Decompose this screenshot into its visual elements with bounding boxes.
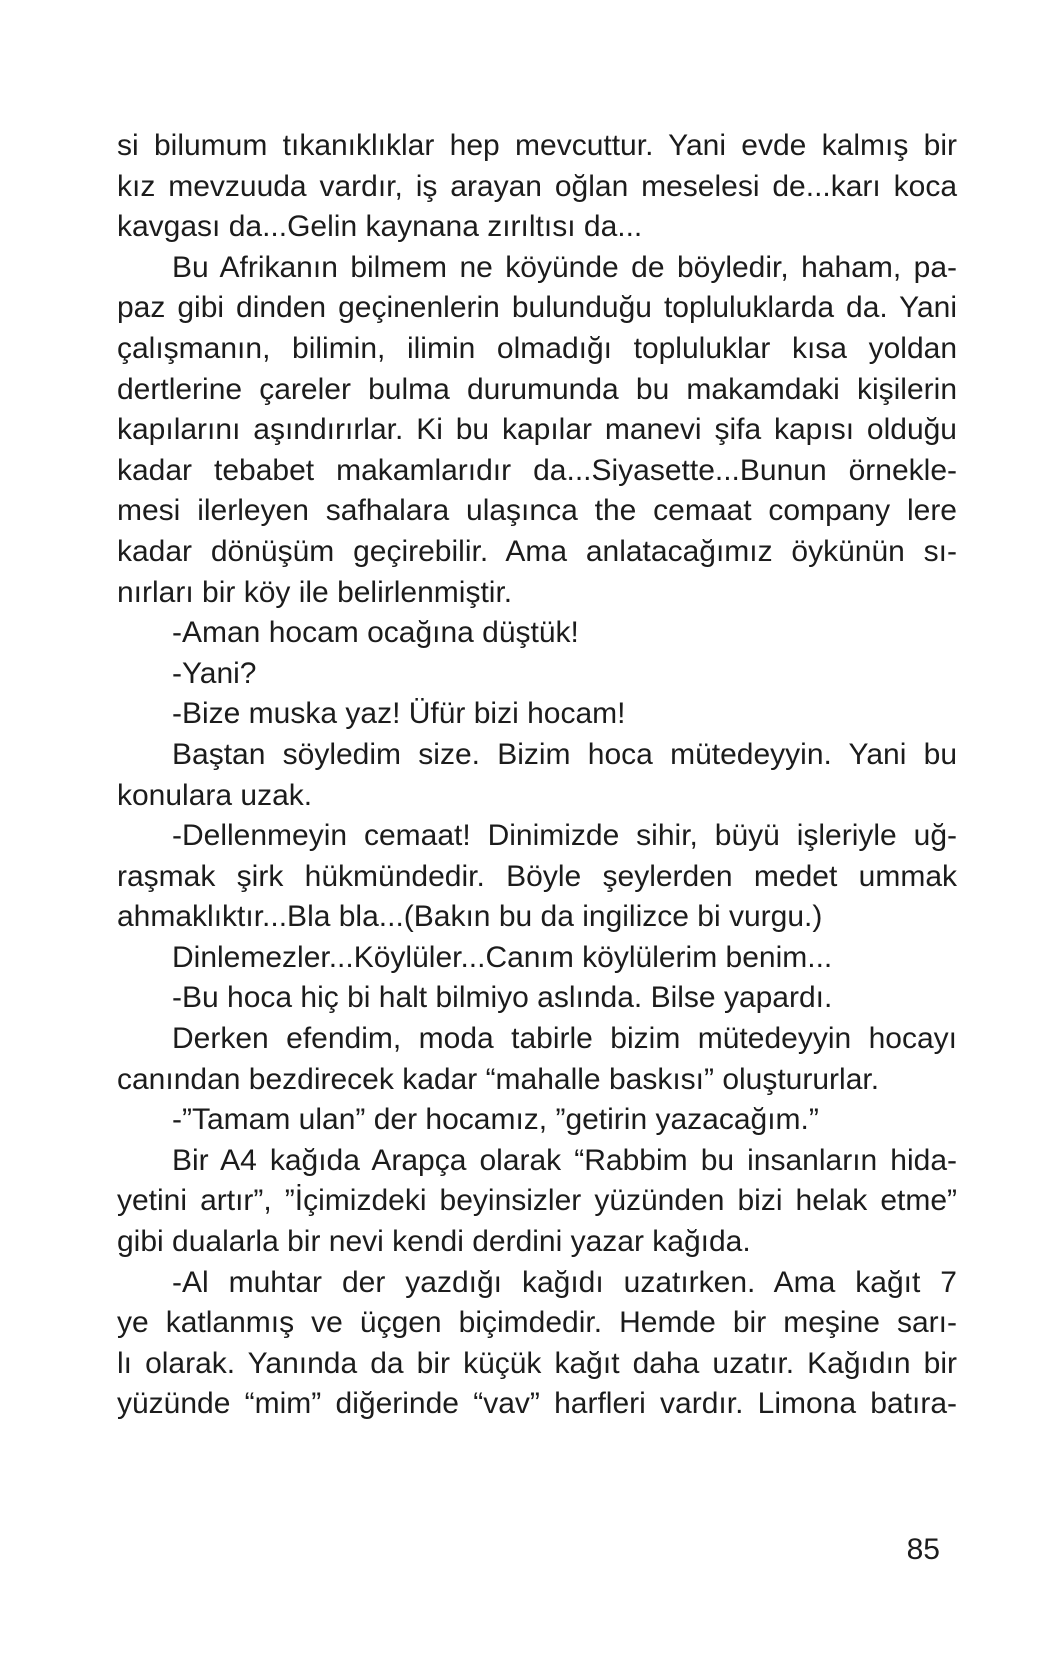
text-line: paz gibi dinden geçinenlerin bulunduğu topluluklarda da. Yani — [117, 291, 957, 325]
text-line: konulara uzak. — [117, 778, 313, 812]
text-line: yüzünde “mim” diğerinde “vav” harfleri vardır. Limona batıra- — [117, 1387, 957, 1421]
text-line: kadar dönüşüm geçirebilir. Ama anlatacağımız öykünün sı- — [117, 534, 957, 568]
text-line: çalışmanın, bilimin, ilimin olmadığı topluluklar kısa yoldan — [117, 331, 957, 365]
paragraph-start-line: Bu Afrikanın bilmem ne köyünde de böyledir, haham, pa- — [172, 250, 957, 284]
text-line: ye katlanmış ve üçgen biçimdedir. Hemde bir meşine sarı- — [117, 1306, 957, 1340]
text-line: lı olarak. Yanında da bir küçük kağıt daha uzatır. Kağıdın bir — [117, 1346, 957, 1380]
text-line: ahmaklıktır...Bla bla...(Bakın bu da ingilizce bi vurgu.) — [117, 900, 823, 934]
page-number: 85 — [906, 1533, 940, 1566]
dialogue-line: -Bu hoca hiç bi halt bilmiyo aslında. Bilse yapardı. — [172, 981, 833, 1015]
text-line: raşmak şirk hükmündedir. Böyle şeylerden medet ummak — [117, 859, 957, 893]
paragraph-start-line: Dinlemezler...Köylüler...Canım köylülerim benim... — [172, 940, 833, 974]
paragraph-start-line: Baştan söyledim size. Bizim hoca mütedeyyin. Yani bu — [172, 737, 957, 771]
paragraph-start-line: Derken efendim, moda tabirle bizim mütedeyyin hocayı — [172, 1022, 957, 1056]
dialogue-line: -Yani? — [172, 656, 257, 690]
text-line: kavgası da...Gelin kaynana zırıltısı da... — [117, 210, 643, 244]
text-line: nırları bir köy ile belirlenmiştir. — [117, 575, 513, 609]
text-line: canından bezdirecek kadar “mahalle baskısı” oluştururlar. — [117, 1062, 880, 1096]
text-line: kız mevzuuda vardır, iş arayan oğlan meselesi de...karı koca — [117, 169, 957, 203]
text-line: mesi ilerleyen safhalara ulaşınca the cemaat company lere — [117, 494, 957, 528]
dialogue-line: -”Tamam ulan” der hocamız, ”getirin yazacağım.” — [172, 1103, 819, 1137]
text-line: dertlerine çareler bulma durumunda bu makamdaki kişilerin — [117, 372, 957, 406]
dialogue-line: -Dellenmeyin cemaat! Dinimizde sihir, büyü işleriyle uğ- — [172, 819, 957, 853]
text-line: gibi dualarla bir nevi kendi derdini yazar kağıda. — [117, 1225, 751, 1259]
dialogue-line: -Bize muska yaz! Üfür bizi hocam! — [172, 697, 626, 731]
text-line: yetini artır”, ”İçimizdeki beyinsizler yüzünden bizi helak etme” — [117, 1184, 957, 1218]
dialogue-line: -Aman hocam ocağına düştük! — [172, 616, 579, 650]
dialogue-line: -Al muhtar der yazdığı kağıdı uzatırken. Ama kağıt 7 — [172, 1265, 957, 1299]
text-line: si bilumum tıkanıklıklar hep mevcuttur. Yani evde kalmış bir — [117, 129, 957, 162]
text-line: kadar tebabet makamlarıdır da...Siyasette...Bunun örnekle- — [117, 453, 957, 487]
text-line: kapılarını aşındırırlar. Ki bu kapılar manevi şifa kapısı olduğu — [117, 413, 957, 447]
body-text — [117, 126, 957, 1425]
paragraph-start-line: Bir A4 kağıda Arapça olarak “Rabbim bu insanların hida- — [172, 1143, 957, 1177]
